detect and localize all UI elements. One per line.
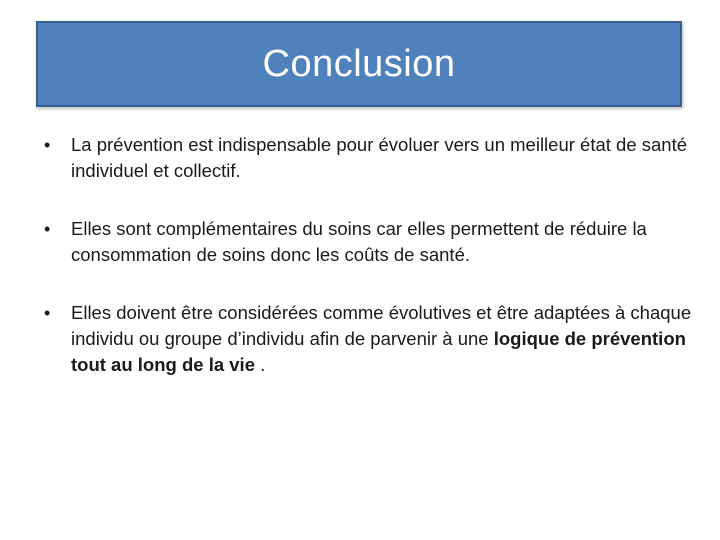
bullet-text-before: Elles doivent être considérées comme évolutives et être adaptées à chaque individu ou groupe d’individu afin de parvenir à une	[71, 302, 692, 349]
bullet-item-1	[44, 132, 694, 184]
bullet-item-3	[44, 300, 694, 378]
bullet-text-after: .	[255, 354, 266, 375]
bullet-list	[44, 132, 694, 410]
bullet-text: Elles sont complémentaires du soins car elles permettent de réduire la consommation de soins donc les coûts de santé.	[71, 218, 647, 265]
bullet-text: La prévention est indispensable pour évoluer vers un meilleur état de santé individuel et collectif.	[71, 134, 688, 181]
bullet-icon: •	[44, 219, 51, 239]
slide-title: Conclusion	[262, 42, 456, 85]
bullet-text-bold: logique de prévention tout au long de la vie	[71, 328, 686, 375]
bullet-icon: •	[44, 135, 51, 155]
bullet-item-2	[44, 216, 694, 268]
title-banner	[36, 21, 682, 107]
bullet-icon: •	[44, 303, 51, 323]
